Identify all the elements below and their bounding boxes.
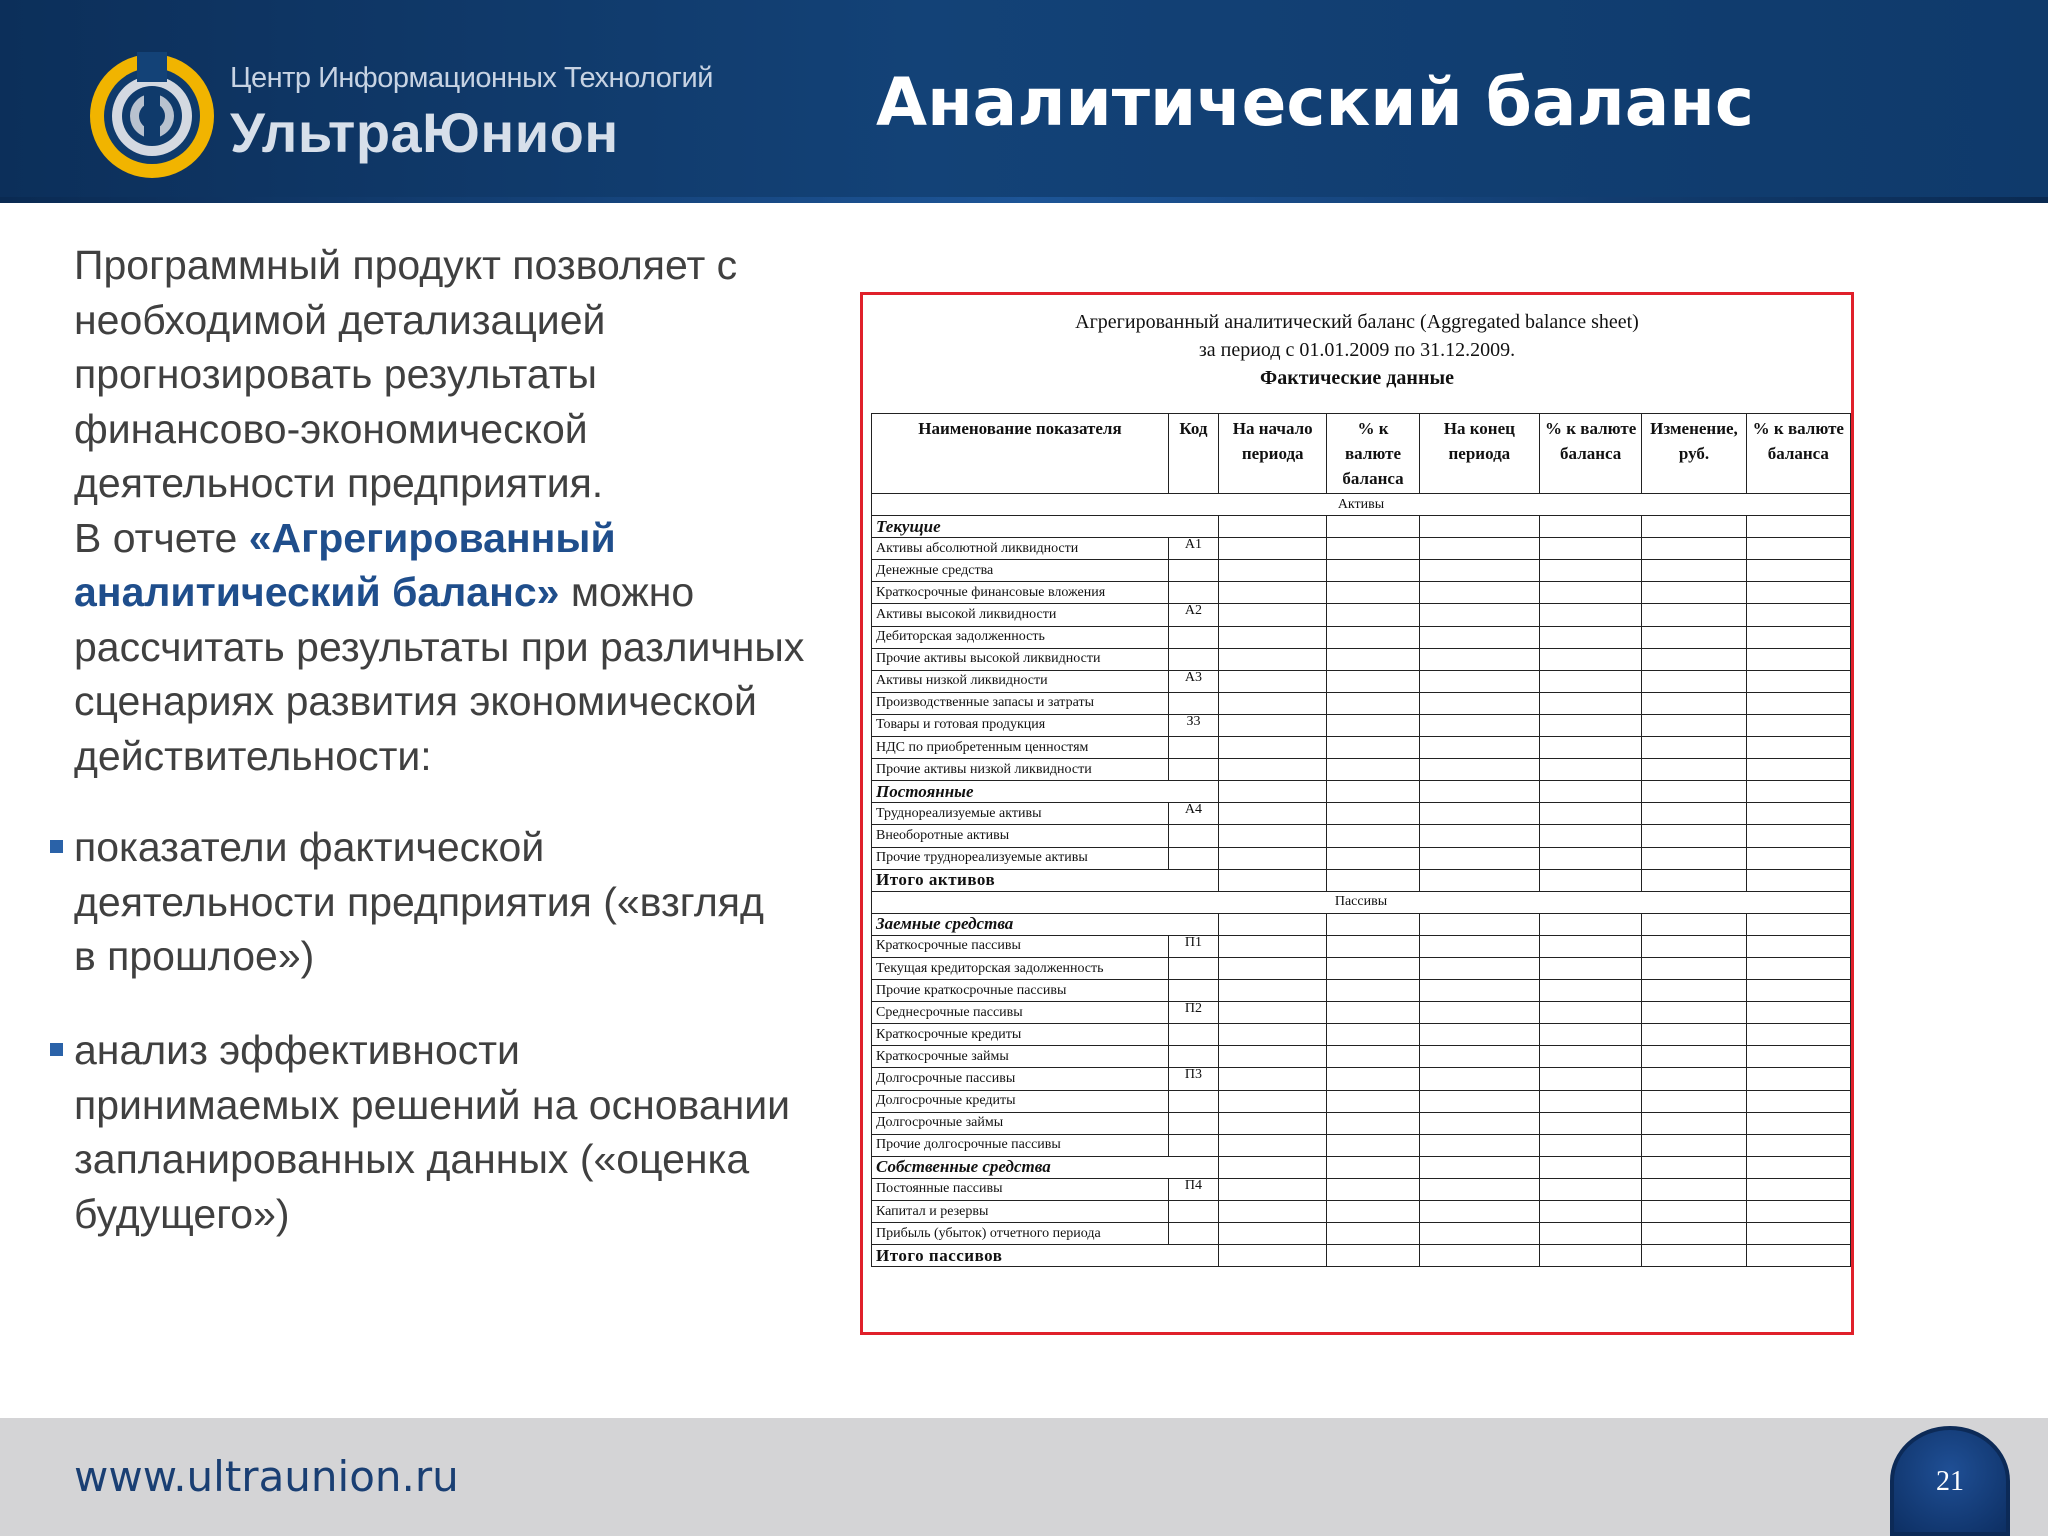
category-label: Заемные средства <box>872 913 1219 935</box>
balance-table <box>871 413 1851 1267</box>
row-label: Краткосрочные пассивы <box>872 935 1169 957</box>
table-row <box>872 692 1851 714</box>
row-label: Долгосрочные кредиты <box>872 1090 1169 1112</box>
table-row <box>872 1002 1851 1024</box>
row-code: П4 <box>1168 1178 1218 1200</box>
table-row <box>872 935 1851 957</box>
intro-part1: Программный продукт позволяет с необходимой детализацией прогнозировать результаты финансово-экономической деятельности предприятия. <box>74 242 738 506</box>
row-label: Производственные запасы и затраты <box>872 692 1169 714</box>
table-row <box>872 1134 1851 1156</box>
doc-period: за период с 01.01.2009 по 31.12.2009. <box>1198 339 1516 361</box>
row-code: А2 <box>1168 604 1218 626</box>
table-row <box>872 670 1851 692</box>
row-label: Денежные средства <box>872 560 1169 582</box>
table-row <box>872 1112 1851 1134</box>
report-name-bold: «Агрегированный аналитический баланс» <box>74 514 616 615</box>
row-label: Прочие активы высокой ликвидности <box>872 648 1169 670</box>
table-row <box>872 957 1851 979</box>
intro-text-a: В отчете <box>74 514 249 561</box>
section-row <box>872 891 1851 913</box>
category-label: Постоянные <box>872 781 1219 803</box>
row-code: П1 <box>1168 935 1218 957</box>
row-label: Активы высокой ликвидности <box>872 604 1169 626</box>
row-label: Долгосрочные займы <box>872 1112 1169 1134</box>
row-label: Среднесрочные пассивы <box>872 1002 1169 1024</box>
table-row <box>872 1156 1851 1178</box>
col-header: Наименование показателя <box>872 414 1169 494</box>
row-label: Краткосрочные займы <box>872 1046 1169 1068</box>
row-label: Прочие активы низкой ликвидности <box>872 759 1169 781</box>
table-row <box>872 626 1851 648</box>
row-code: А4 <box>1168 803 1218 825</box>
bullet-square-icon <box>50 1043 63 1056</box>
table-row <box>872 847 1851 869</box>
section-label: Активы <box>872 494 1851 516</box>
total-label: Итого активов <box>872 869 1219 891</box>
row-label: Краткосрочные финансовые вложения <box>872 582 1169 604</box>
category-label: Собственные средства <box>872 1156 1219 1178</box>
section-label: Пассивы <box>872 891 1851 913</box>
row-code: З3 <box>1168 714 1218 736</box>
row-label: Труднореализуемые активы <box>872 803 1169 825</box>
table-row <box>872 759 1851 781</box>
doc-subtitle: Фактические данные <box>1260 367 1454 389</box>
col-header: % к валюте баланса <box>1540 414 1642 494</box>
row-label: Внеоборотные активы <box>872 825 1169 847</box>
table-row <box>872 648 1851 670</box>
row-label: Активы абсолютной ликвидности <box>872 538 1169 560</box>
balance-sheet-document <box>860 292 1854 1335</box>
row-code: П3 <box>1168 1068 1218 1090</box>
col-header: На конец периода <box>1419 414 1539 494</box>
intro-part2 <box>74 511 834 784</box>
row-label: Прочие долгосрочные пассивы <box>872 1134 1169 1156</box>
table-row <box>872 714 1851 736</box>
total-row <box>872 1245 1851 1267</box>
row-code: А1 <box>1168 538 1218 560</box>
table-row <box>872 1068 1851 1090</box>
row-label: Долгосрочные пассивы <box>872 1068 1169 1090</box>
table-row <box>872 980 1851 1002</box>
table-header-row <box>872 414 1851 494</box>
bullet-text: показатели фактической деятельности предприятия («взгляд в прошлое») <box>74 824 764 979</box>
row-label: Постоянные пассивы <box>872 1178 1169 1200</box>
total-label: Итого пассивов <box>872 1245 1219 1267</box>
table-row <box>872 913 1851 935</box>
table-row <box>872 604 1851 626</box>
table-row <box>872 1178 1851 1200</box>
slide-title: Аналитический баланс <box>876 64 1754 141</box>
row-label: Товары и готовая продукция <box>872 714 1169 736</box>
row-code: А3 <box>1168 670 1218 692</box>
table-row <box>872 1046 1851 1068</box>
table-row <box>872 1024 1851 1046</box>
ultraunion-logo-icon <box>82 46 222 186</box>
row-label: Капитал и резервы <box>872 1201 1169 1223</box>
category-label: Текущие <box>872 516 1219 538</box>
table-row <box>872 1201 1851 1223</box>
row-label: Прочие труднореализуемые активы <box>872 847 1169 869</box>
bullet-text: анализ эффективности принимаемых решений на основании запланированных данных («оценка будущего») <box>74 1027 791 1237</box>
row-code: П2 <box>1168 1002 1218 1024</box>
total-row <box>872 869 1851 891</box>
row-label: Прочие краткосрочные пассивы <box>872 980 1169 1002</box>
section-row <box>872 494 1851 516</box>
intro-paragraph <box>74 238 834 783</box>
table-row <box>872 1090 1851 1112</box>
page-number: 21 <box>1936 1466 1964 1497</box>
logo-name: УльтраЮнион <box>230 101 619 164</box>
bullet-item <box>74 820 794 984</box>
col-header: % к валюте баланса <box>1746 414 1850 494</box>
table-row <box>872 781 1851 803</box>
row-label: Текущая кредиторская задолженность <box>872 957 1169 979</box>
table-row <box>872 737 1851 759</box>
doc-title: Агрегированный аналитический баланс (Aggregated balance sheet) <box>1075 311 1639 333</box>
table-row <box>872 803 1851 825</box>
table-row <box>872 1223 1851 1245</box>
table-row <box>872 538 1851 560</box>
row-label: Краткосрочные кредиты <box>872 1024 1169 1046</box>
table-row <box>872 560 1851 582</box>
row-label: Прибыль (убыток) отчетного периода <box>872 1223 1169 1245</box>
row-label: Дебиторская задолженность <box>872 626 1169 648</box>
table-row <box>872 825 1851 847</box>
logo-subtitle: Центр Информационных Технологий <box>230 62 713 94</box>
row-label: НДС по приобретенным ценностям <box>872 737 1169 759</box>
col-header: Изменение, руб. <box>1642 414 1746 494</box>
table-row <box>872 516 1851 538</box>
website-link[interactable]: www.ultraunion.ru <box>74 1452 459 1501</box>
bullet-item <box>74 1023 794 1241</box>
table-row <box>872 582 1851 604</box>
row-label: Активы низкой ликвидности <box>872 670 1169 692</box>
intro-text-b: можно рассчитать результаты при различных сценариях развития экономической действительности: <box>74 569 805 779</box>
col-header: % к валюте баланса <box>1327 414 1419 494</box>
bullet-square-icon <box>50 840 63 853</box>
slide-header <box>0 0 2048 203</box>
col-header: На начало периода <box>1219 414 1327 494</box>
col-header: Код <box>1168 414 1218 494</box>
